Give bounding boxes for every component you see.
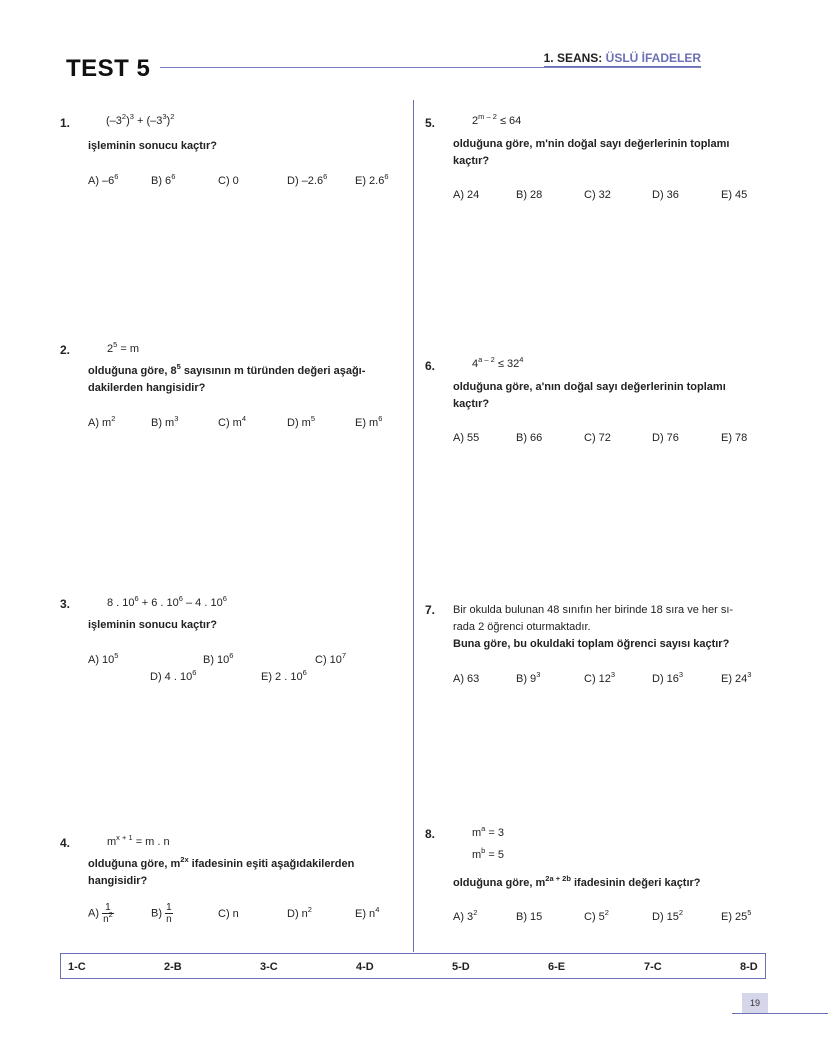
q5-expression: $2^{m - 2} \le 64$ bbox=[472, 112, 522, 127]
q8-option-b: B) 15 bbox=[516, 911, 543, 923]
q7-option-d: D) $16^3$ bbox=[652, 670, 684, 685]
session-underline bbox=[544, 66, 701, 67]
q6-option-a: A) 55 bbox=[453, 432, 480, 444]
q3-number: 3. bbox=[60, 597, 71, 611]
title-rule bbox=[160, 67, 701, 68]
q6-expression: $4^{a - 2} \le 32^4$ bbox=[472, 355, 524, 370]
q5-option-b: B) 28 bbox=[516, 189, 543, 201]
q4-option-b: B) $\frac{1}{n}$ bbox=[151, 902, 172, 925]
q4-expression: $m^{x + 1} = m$ . n bbox=[107, 833, 170, 848]
q6-number: 6. bbox=[425, 359, 436, 373]
q1-option-d: D) $-2.6^6$ bbox=[287, 172, 328, 187]
q5-question: olduğuna göre, m'nin doğal sayı değerlerinin toplamı kaçtır? bbox=[453, 138, 730, 167]
q4-option-d: D) $n^2$ bbox=[287, 905, 312, 920]
q8-given-1: $m^a = 3$ bbox=[472, 824, 504, 839]
q1-question: işleminin sonucu kaçtır? bbox=[88, 140, 217, 152]
q2-question: olduğuna göre, $8^5$ sayısının m türünden değeri aşağı- dakilerden hangisidir? bbox=[88, 362, 366, 394]
q2-option-b: B) $m^3$ bbox=[151, 414, 179, 429]
q1-option-b: B) $6^6$ bbox=[151, 172, 176, 187]
q4-number: 4. bbox=[60, 836, 71, 850]
q1-option-c: C) 0 bbox=[218, 175, 239, 187]
answer-4: 4-D bbox=[356, 961, 374, 973]
q4-option-a: A) $\frac{1}{n^2}$ bbox=[88, 902, 113, 925]
q3-option-b: B) $10^6$ bbox=[203, 651, 234, 666]
q8-option-c: C) $5^2$ bbox=[584, 908, 609, 923]
q1-option-e: E) $2.6^6$ bbox=[355, 172, 389, 187]
q6-option-e: E) 78 bbox=[721, 432, 748, 444]
q1-expression: $(-3^2)^3 + (-3^3)^2$ bbox=[106, 112, 175, 127]
q2-option-c: C) $m^4$ bbox=[218, 414, 246, 429]
q1-number: 1. bbox=[60, 116, 71, 130]
q7-number: 7. bbox=[425, 603, 436, 617]
q6-question: olduğuna göre, a'nın doğal sayı değerlerinin toplamı kaçtır? bbox=[453, 381, 726, 410]
q8-option-d: D) $15^2$ bbox=[652, 908, 684, 923]
q2-option-e: E) $m^6$ bbox=[355, 414, 383, 429]
session-heading bbox=[544, 51, 701, 65]
q2-option-a: A) $m^2$ bbox=[88, 414, 116, 429]
test-title: TEST 5 bbox=[66, 55, 151, 82]
q4-question: olduğuna göre, $m^{2x}$ ifadesinin eşiti aşağıdakilerden hangisidir? bbox=[88, 855, 355, 887]
answer-8: 8-D bbox=[740, 961, 758, 973]
answer-6: 6-E bbox=[548, 961, 566, 973]
q8-given-2: $m^b = 5$ bbox=[472, 846, 504, 861]
q3-option-c: C) $10^7$ bbox=[315, 651, 347, 666]
answer-5: 5-D bbox=[452, 961, 470, 973]
answer-key bbox=[60, 953, 766, 979]
q7-option-b: B) $9^3$ bbox=[516, 670, 541, 685]
q2-expression: $2^5 = m$ bbox=[107, 340, 139, 355]
q8-option-a: A) $3^2$ bbox=[453, 908, 478, 923]
session-topic: ÜSLÜ İFADELER bbox=[605, 51, 701, 65]
q3-option-a: A) $10^5$ bbox=[88, 651, 119, 666]
q4-option-c: C) n bbox=[218, 908, 239, 920]
q6-option-d: D) 76 bbox=[652, 432, 679, 444]
answer-1: 1-C bbox=[68, 961, 86, 973]
q7-question: Buna göre, bu okuldaki toplam öğrenci sayısı kaçtır? bbox=[453, 638, 730, 650]
page-number: 19 bbox=[742, 993, 768, 1013]
q3-expression: 8 . $10^6 + 6$ . $10^6 - 4$ . $10^6$ bbox=[107, 594, 227, 609]
q6-option-b: B) 66 bbox=[516, 432, 543, 444]
q7-text: Bir okulda bulunan 48 sınıfın her birinde 18 sıra ve her sı- rada 2 öğrenci oturmaktadır. bbox=[453, 604, 734, 633]
column-divider bbox=[413, 100, 414, 952]
answer-2: 2-B bbox=[164, 961, 182, 973]
q8-number: 8. bbox=[425, 827, 436, 841]
q2-option-d: D) $m^5$ bbox=[287, 414, 315, 429]
q7-option-c: C) $12^3$ bbox=[584, 670, 616, 685]
q5-option-a: A) 24 bbox=[453, 189, 480, 201]
q4-option-e: E) $n^4$ bbox=[355, 905, 380, 920]
q3-question: işleminin sonucu kaçtır? bbox=[88, 619, 217, 631]
q3-option-d: D) 4 . $10^6$ bbox=[150, 668, 197, 683]
q8-option-e: E) $25^5$ bbox=[721, 908, 752, 923]
session-label: 1. SEANS: bbox=[543, 51, 603, 65]
q8-question: olduğuna göre, $m^{2a + 2b}$ ifadesinin değeri kaçtır? bbox=[453, 874, 701, 889]
q5-number: 5. bbox=[425, 116, 436, 130]
q7-option-a: A) 63 bbox=[453, 673, 480, 685]
q7-option-e: E) $24^3$ bbox=[721, 670, 752, 685]
q3-option-e: E) 2 . $10^6$ bbox=[261, 668, 307, 683]
q1-option-a: A) $-6^6$ bbox=[88, 172, 119, 187]
q6-option-c: C) 72 bbox=[584, 432, 611, 444]
page-number-rule bbox=[732, 1013, 828, 1014]
q5-option-e: E) 45 bbox=[721, 189, 748, 201]
answer-3: 3-C bbox=[260, 961, 278, 973]
q5-option-d: D) 36 bbox=[652, 189, 679, 201]
q5-option-c: C) 32 bbox=[584, 189, 611, 201]
q2-number: 2. bbox=[60, 343, 71, 357]
answer-7: 7-C bbox=[644, 961, 662, 973]
